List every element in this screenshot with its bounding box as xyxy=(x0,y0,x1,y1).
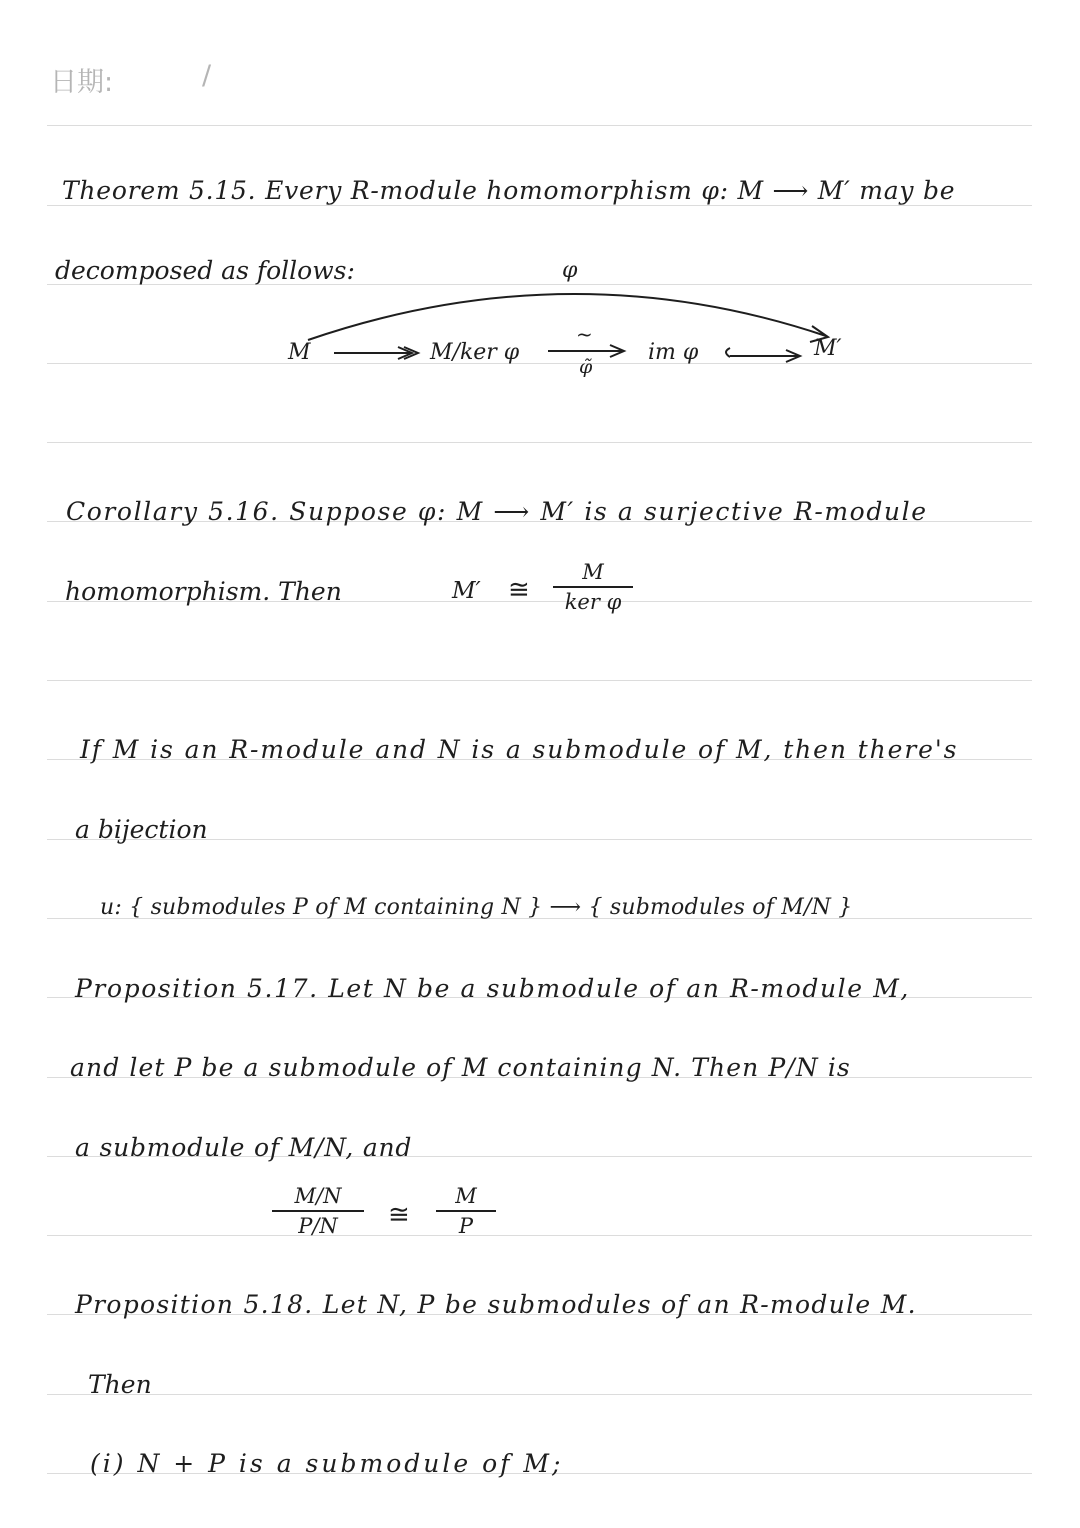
inclusion-hook xyxy=(726,348,730,357)
iso-tilde-mark: ~ xyxy=(576,322,593,346)
ruled-line xyxy=(47,680,1032,681)
corollary-lhs: M′ xyxy=(452,578,481,604)
ruled-line xyxy=(47,125,1032,126)
decomposition-diagram xyxy=(0,260,1080,400)
proposition-5-17-line-1: Proposition 5.17. Let N be a submodule of an R-module M, xyxy=(75,974,910,1003)
proposition-5-18-line-2: Then xyxy=(88,1370,152,1399)
correspondence-line-2: a bijection xyxy=(75,815,208,844)
proposition-5-17-line-3: a submodule of M/N, and xyxy=(75,1133,413,1162)
ruled-line xyxy=(47,442,1032,443)
proposition-5-18-line-1: Proposition 5.18. Let N, P be submodules of an R-module M. xyxy=(75,1290,917,1319)
fraction-denominator: P xyxy=(458,1214,474,1238)
fraction-numerator: M xyxy=(582,560,604,584)
fraction-bar xyxy=(272,1210,364,1212)
diagram-node-image: im φ xyxy=(648,340,699,365)
congruence-symbol: ≅ xyxy=(508,575,530,605)
corollary-fraction xyxy=(553,560,633,614)
ruled-line xyxy=(47,1235,1032,1236)
fraction-numerator: M/N xyxy=(294,1184,342,1208)
correspondence-line-1: If M is an R-module and N is a submodule of M, then there's xyxy=(80,735,959,764)
fraction-bar xyxy=(436,1210,496,1212)
arc-label-phi: φ xyxy=(562,258,578,283)
iso-map-label: φ̃ xyxy=(579,356,593,378)
correspondence-line-3: u: { submodules P of M containing N } ⟶ { submodules of M/N } xyxy=(100,895,853,920)
date-label: 日期: xyxy=(50,67,114,98)
ruled-line xyxy=(47,205,1032,206)
diagram-node-m: M xyxy=(288,340,311,365)
phi-arc xyxy=(308,294,826,340)
corollary-5-16-line-2: homomorphism. Then xyxy=(65,577,342,606)
fraction-denominator: ker φ xyxy=(564,590,622,614)
theorem-5-15-line-1: Theorem 5.15. Every R-module homomorphism φ: M ⟶ M′ may be xyxy=(62,176,956,205)
proposition-fraction-right xyxy=(436,1184,496,1238)
proposition-fraction-left xyxy=(272,1184,364,1238)
corollary-5-16-line-1: Corollary 5.16. Suppose φ: M ⟶ M′ is a surjective R-module xyxy=(66,497,928,526)
theorem-5-15-line-2: decomposed as follows: xyxy=(55,256,355,285)
fraction-bar xyxy=(553,586,633,588)
proposition-5-17-line-2: and let P be a submodule of M containing N. Then P/N is xyxy=(70,1053,851,1082)
diagram-node-quotient: M/ker φ xyxy=(430,340,520,365)
fraction-numerator: M xyxy=(455,1184,477,1208)
proposition-5-18-item-1: (i) N + P is a submodule of M; xyxy=(90,1449,564,1478)
congruence-symbol: ≅ xyxy=(388,1200,410,1230)
date-separator: / xyxy=(202,60,212,91)
ruled-line xyxy=(47,1394,1032,1395)
diagram-node-target: M′ xyxy=(814,336,842,361)
fraction-denominator: P/N xyxy=(298,1214,338,1238)
